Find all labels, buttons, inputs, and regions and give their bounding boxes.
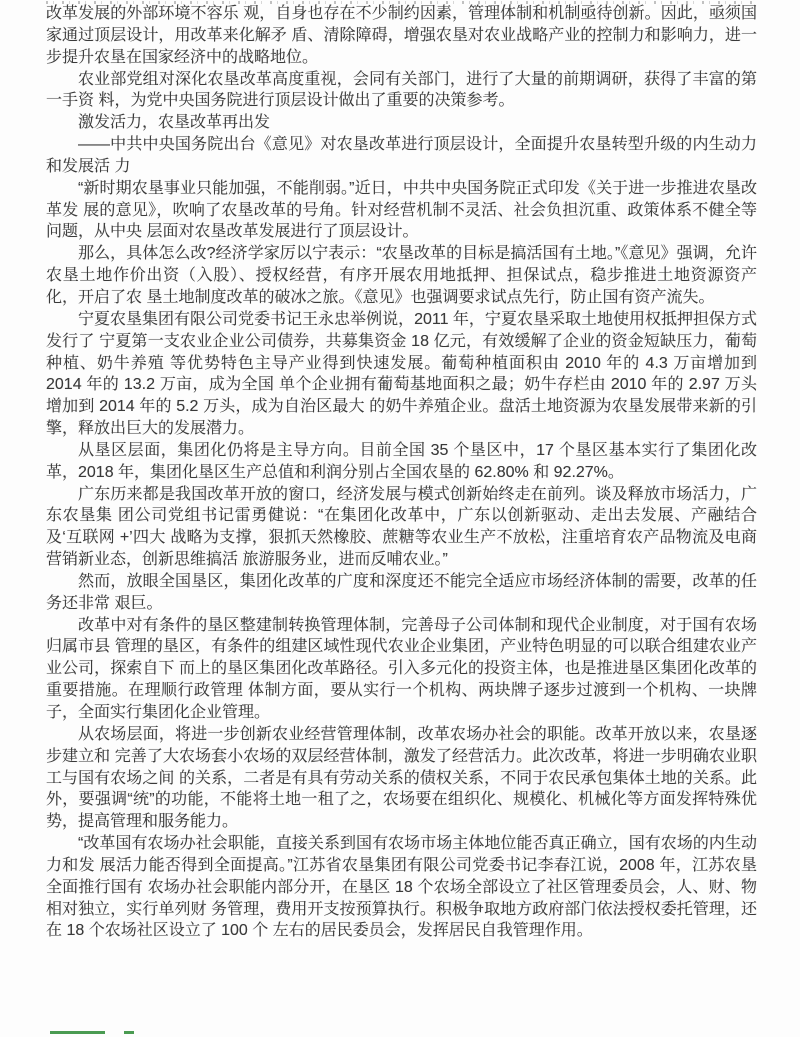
paragraph: 宁夏农垦集团有限公司党委书记王永忠举例说，2011 年，宁夏农垦采取土地使用权抵押担保方式发行了 宁夏第一支农业企业公司债券，共募集资金 18 亿元，有效缓解了企业的资金短缺压力，葡萄种植、奶牛养殖 等优势特色主导产业得到快速发展。葡萄种植面积由 2010 年的 4.3 万亩增加到 2014 年的 13.2 万亩，成为全国 单个企业拥有葡萄基地面积之最；奶牛存栏由 2010 年的 2.97 万头增加到 2014 年的 5.2 万头，成为自治区最大 的奶牛养殖企业。盘活土地资源为农垦发展带来新的引擎，释放出巨大的发展潜力。 (46, 310, 757, 438)
paragraph: 农业部党组对深化农垦改革高度重视，会同有关部门，进行了大量的前期调研，获得了丰富的第一手资 料，为党中央国务院进行顶层设计做出了重要的决策参考。 (46, 70, 757, 110)
paragraph: “改革国有农场办社会职能，直接关系到国有农场市场主体地位能否真正确立，国有农场的内生动力和发 展活力能否得到全面提高。”江苏省农垦集团有限公司党委书记李春江说，2008 年，江苏农垦全面推行国有 农场办社会职能内部分开，在垦区 18 个农场全部设立了社区管理委员会，人、财、物相对独立，实行单列财 务管理，费用开支按预算执行。积极争取地方政府部门依法授权委托管理，还在 18 个农场社区设立了 100 个 左右的居民委员会，发挥居民自我管理作用。 (46, 835, 757, 940)
article-body (46, 3, 757, 942)
paragraph-continued: 改革发展的外部环境不容乐 观，自身也存在不少制约因素，管理体制和机制亟待创新。因此，亟须国家通过顶层设计，用改革来化解矛 盾、清除障碍，增强农垦对农业战略产业的控制力和影响力，进一步提升农垦在国家经济中的战略地位。 (46, 5, 757, 66)
paragraph: 从垦区层面，集团化仍将是主导方向。目前全国 35 个垦区中，17 个垦区基本实行了集团化改革，2018 年，集团化垦区生产总值和利润分别占全国农垦的 62.80% 和 92.27%。 (46, 441, 757, 481)
paragraph: “新时期农垦事业只能加强，不能削弱。”近日，中共中央国务院正式印发《关于进一步推进农垦改革发 展的意见》，吹响了农垦改革的号角。针对经营机制不灵活、社会负担沉重、政策体系不健全等问题，从中央 层面对农垦改革发展进行了顶层设计。 (46, 179, 757, 241)
paragraph: 广东历来都是我国改革开放的窗口，经济发展与模式创新始终走在前列。谈及释放市场活力，广东农垦集 团公司党组书记雷勇健说：“在集团化改革中，广东以创新驱动、走出去发展、产融结合及‘互联网 +’四大 战略为支撑，狠抓天然橡胶、蔗糖等农业生产不放松，注重培育农产品物流及电商营销新业态，创新思维搞活 旅游服务业，进而反哺农业。” (46, 485, 757, 569)
paragraph: 改革中对有条件的垦区整建制转换管理体制，完善母子公司体制和现代企业制度，对于国有农场归属市县 管理的垦区，有条件的组建区域性现代农业企业集团，产业特色明显的可以联合组建农业产业公司，探索自下 而上的垦区集团化改革路径。引入多元化的投资主体，也是推进垦区集团化改革的重要措施。在理顺行政管理 体制方面，要从实行一个机构、两块牌子逐步过渡到一个机构、一块牌子，全面实行集团化企业管理。 (46, 616, 757, 721)
paragraph: 然而，放眼全国垦区，集团化改革的广度和深度还不能完全适应市场经济体制的需要，改革的任务还非常 艰巨。 (46, 572, 757, 612)
paragraph: 那么，具体怎么改?经济学家厉以宁表示：“农垦改革的目标是搞活国有土地。”《意见》强调，允许农垦土地作价出资（入股）、授权经营，有序开展农用地抵押、担保试点，稳步推进土地资源资产化，开启了农 垦土地制度改革的破冰之旅。《意见》也强调要求试点先行，防止国有资产流失。 (46, 245, 757, 306)
green-box-border-fragment (50, 1031, 105, 1034)
section-subheading: ——中共中央国务院出台《意见》对农垦改革进行顶层设计，全面提升农垦转型升级的内生动力和发展活 力 (46, 136, 757, 175)
green-box-border-fragment-2 (124, 1031, 134, 1034)
paragraph: 从农场层面，将进一步创新农业经营管理体制，改革农场办社会的职能。改革开放以来，农垦逐步建立和 完善了大农场套小农场的双层经营体制，激发了经营活力。此次改革，将进一步明确农业职工与国有农场之间 的关系，二者是有具有劳动关系的债权关系，不同于农民承包集体土地的关系。此外，要强调“统”的功能，不能将土地一租了之，农场要在组织化、规模化、机械化等方面发挥特殊优势，提高管理和服务能力。 (46, 725, 757, 831)
section-heading: 激发活力，农垦改革再出发 (78, 114, 271, 132)
